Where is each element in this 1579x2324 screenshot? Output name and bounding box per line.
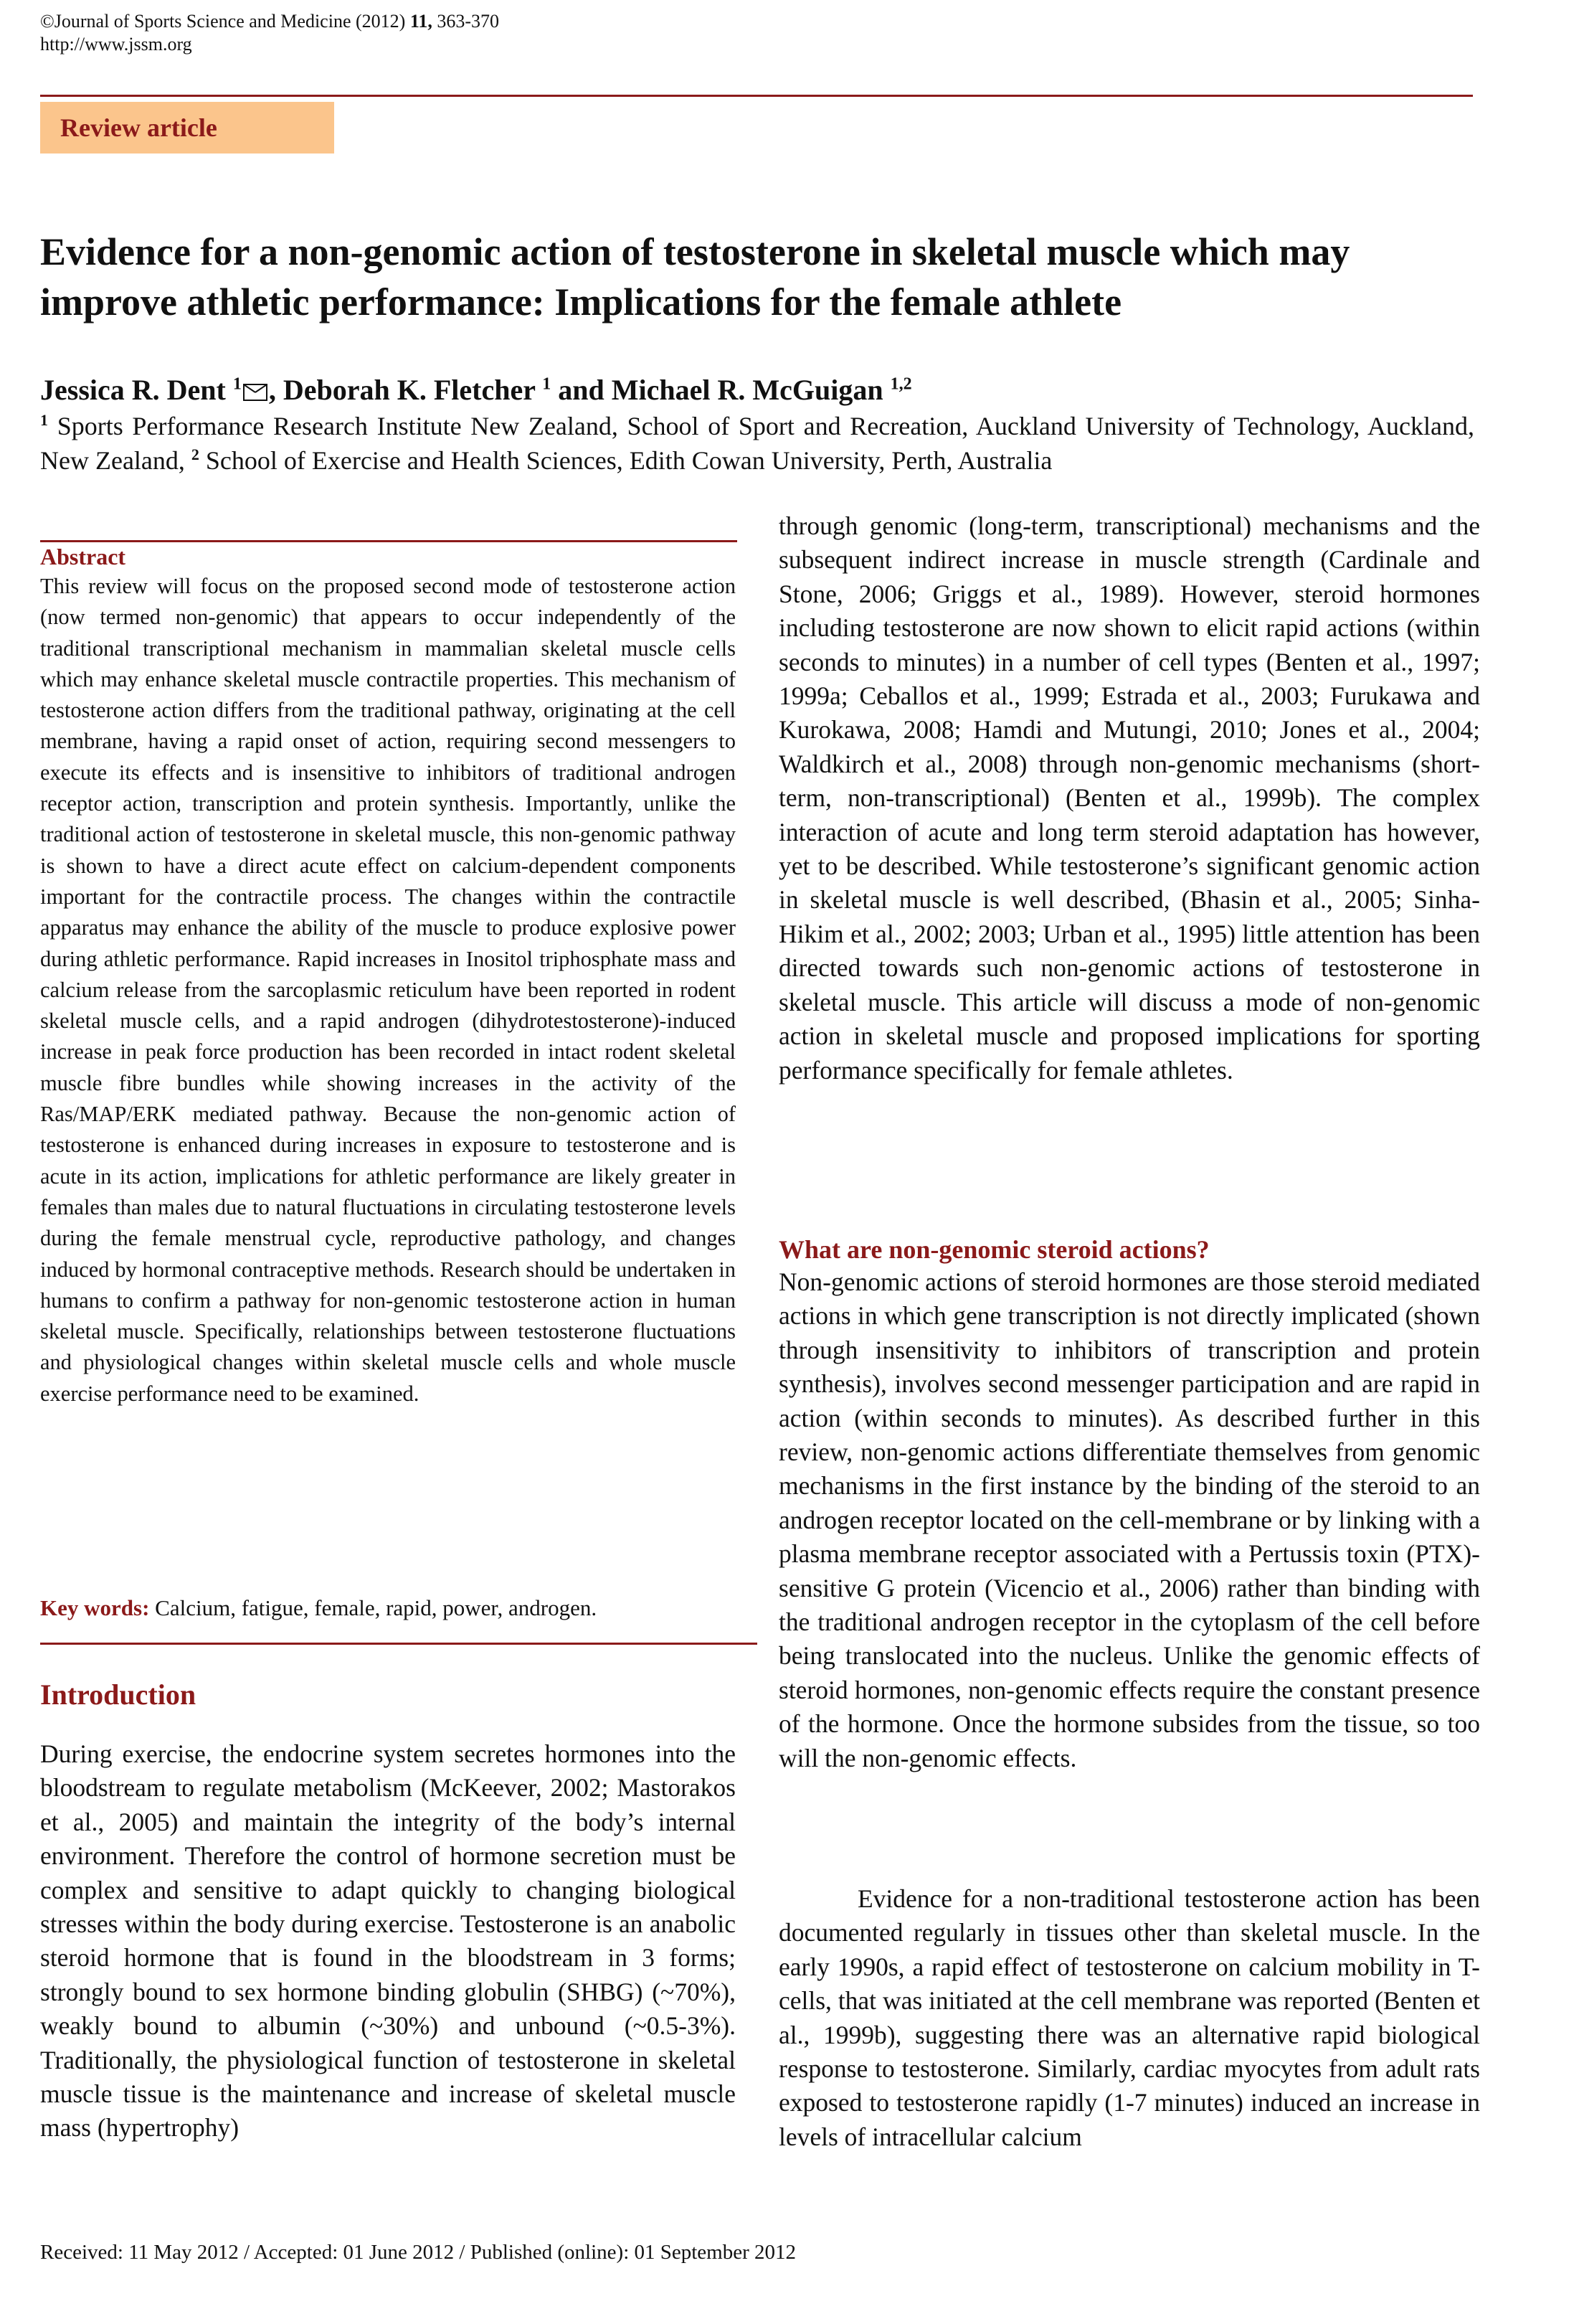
- introduction-heading: Introduction: [40, 1678, 196, 1711]
- introduction-text: During exercise, the endocrine system secretes hormones into the bloodstream to regulate metabolism (McKeever, 2002; Mastorakos et al., 2005) and maintain the integrity of the body’s internal environment. Therefore the control of hormone secretion must be complex and sensitive to adapt quickly to changing biological stresses within the body during exercise. Testosterone is an anabolic steroid hormone that is found in the bloodstream in 3 forms; strongly bound to sex hormone binding globulin (SHBG) (~70%), weakly bound to albumin (~30%) and unbound (~0.5-3%). Traditionally, the physiological function of testosterone in skeletal muscle tissue is the maintenance and increase of skeletal muscle mass (hypertrophy): [40, 1739, 736, 2143]
- abstract-section: [40, 542, 736, 1409]
- journal-volume: 11,: [409, 11, 432, 32]
- article-title: Evidence for a non-genomic action of testosterone in skeletal muscle which may improve athletic performance: Implications for the female athlete: [40, 230, 1350, 323]
- right-column-paragraph-1: through genomic (long-term, transcriptional) mechanisms and the subsequent indirect increase in muscle strength (Cardinale and Stone, 2006; Griggs et al., 1989). However, steroid hormones including testosterone are now shown to elicit rapid actions (within seconds to minutes) in a number of cell types (Benten et al., 1997; 1999a; Ceballos et al., 1999; Estrada et al., 2003; Furukawa and Kurokawa, 2008; Hamdi and Mutungi, 2010; Jones et al., 2004; Waldkirch et al., 2008) through non-genomic mechanisms (short-term, non-transcriptional) (Benten et al., 1999b). The complex interaction of acute and long term steroid adaptation has however, yet to be described. While testosterone’s significant genomic action in skeletal muscle is well described, (Bhasin et al., 2005; Sinha-Hikim et al., 2002; 2003; Urban et al., 1995) little attention has been directed towards such non-genomic actions of testosterone in skeletal muscle. This article will discuss a mode of non-genomic action in skeletal muscle and proposed implications for sporting performance specifically for female athletes.: [779, 511, 1480, 1085]
- journal-header: [40, 10, 499, 56]
- journal-url[interactable]: http://www.jssm.org: [40, 34, 192, 55]
- abstract-heading: Abstract: [40, 544, 126, 570]
- journal-citation: ©Journal of Sports Science and Medicine (2012) 11, 363-370: [40, 11, 500, 32]
- affiliations: $^1$ Sports Performance Research Institute New Zealand, School of Sport and Recreation, Auckland University of Technology, Auckland, New Zealand, $^2$ School of Exercise and Health Sciences, Edith Cowan University, Perth, Australia: [40, 411, 1474, 475]
- keywords-bottom-rule: [40, 1643, 757, 1645]
- section-heading-non-genomic: What are non-genomic steroid actions?: [779, 1235, 1210, 1264]
- header-rule: [40, 95, 1473, 97]
- publication-dates-footer: Received: 11 May 2012 / Accepted: 01 June 2012 / Published (online): 01 September 2012: [40, 2241, 797, 2264]
- article-type-badge: Review article: [40, 102, 334, 153]
- abstract-text: This review will focus on the proposed second mode of testosterone action (now termed non-genomic) that appears to occur independently of the traditional transcriptional mechanism in mammalian skeletal muscle cells which may enhance skeletal muscle contractile properties. This mechanism of testosterone action differs from the traditional pathway, originating at the cell membrane, having a rapid onset of action, requiring second messengers to execute its effects and is insensitive to inhibitors of traditional androgen receptor action, transcription and protein synthesis. Importantly, unlike the traditional action of testosterone in skeletal muscle, this non-genomic pathway is shown to have a direct acute effect on calcium-dependent components important for the contractile process. The changes within the contractile apparatus may enhance the ability of the muscle to produce explosive power during athletic performance. Rapid increases in Inositol triphosphate mass and calcium release from the sarcoplasmic reticulum have been reported in rodent skeletal muscle cells, and a rapid androgen (dihydrotestosterone)-induced increase in peak force production has been recorded in intact rodent skeletal muscle fibre bundles while showing increases in the activity of the Ras/MAP/ERK mediated pathway. Because the non-genomic action of testosterone is enhanced during increases in exposure to testosterone and is acute in its action, implications for athletic performance are likely greater in females than males due to natural fluctuations in circulating testosterone levels during the female menstrual cycle, reproductive pathology, and changes induced by hormonal contraceptive methods. Research should be undertaken in humans to confirm a pathway for non-genomic testosterone action in human skeletal muscle. Specifically, relationships between testosterone fluctuations and physiological changes within skeletal muscle cells and whole muscle exercise performance need to be examined.: [40, 574, 736, 1406]
- author-list: Jessica R. Dent $^1$ , Deborah K. Fletcher $^1$ and Michael R. McGuigan $^{1,2}$: [40, 374, 912, 406]
- keywords-text: Calcium, fatigue, female, rapid, power, androgen.: [149, 1595, 597, 1620]
- keywords-label: Key words:: [40, 1595, 150, 1620]
- right-column-paragraph-2: Non-genomic actions of steroid hormones are those steroid mediated actions in which gene transcription is not directly implicated (shown through insensitivity to inhibitors of transcription and protein synthesis), involves second messenger participation and are rapid in action (within seconds to minutes). As described further in this review, non-genomic actions differentiate themselves from genomic mechanisms in the first instance by the binding of the steroid to an androgen receptor located on the cell-membrane or by linking with a plasma membrane receptor associated with a Pertussis toxin (PTX)-sensitive G protein (Vicencio et al., 2006) rather than binding with the traditional androgen receptor in the cytoplasm of the cell before being translocated into the nucleus. Unlike the genomic effects of steroid hormones, non-genomic effects require the constant presence of the hormone. Once the hormone subsides from the tissue, so too will the non-genomic effects.: [779, 1267, 1480, 1772]
- keywords: [40, 1594, 736, 1622]
- right-column-paragraph-3: Evidence for a non-traditional testosterone action has been documented regularly in tissues other than skeletal muscle. In the early 1990s, a rapid effect of testosterone on calcium mobility in T-cells, that was initiated at the cell membrane was reported (Benten et al., 1999b), suggesting there was an alternative rapid biological response to testosterone. Similarly, cardiac myocytes from adult rats exposed to testosterone rapidly (1-7 minutes) induced an increase in levels of intracellular calcium: [779, 1884, 1480, 2151]
- envelope-icon[interactable]: [243, 384, 267, 401]
